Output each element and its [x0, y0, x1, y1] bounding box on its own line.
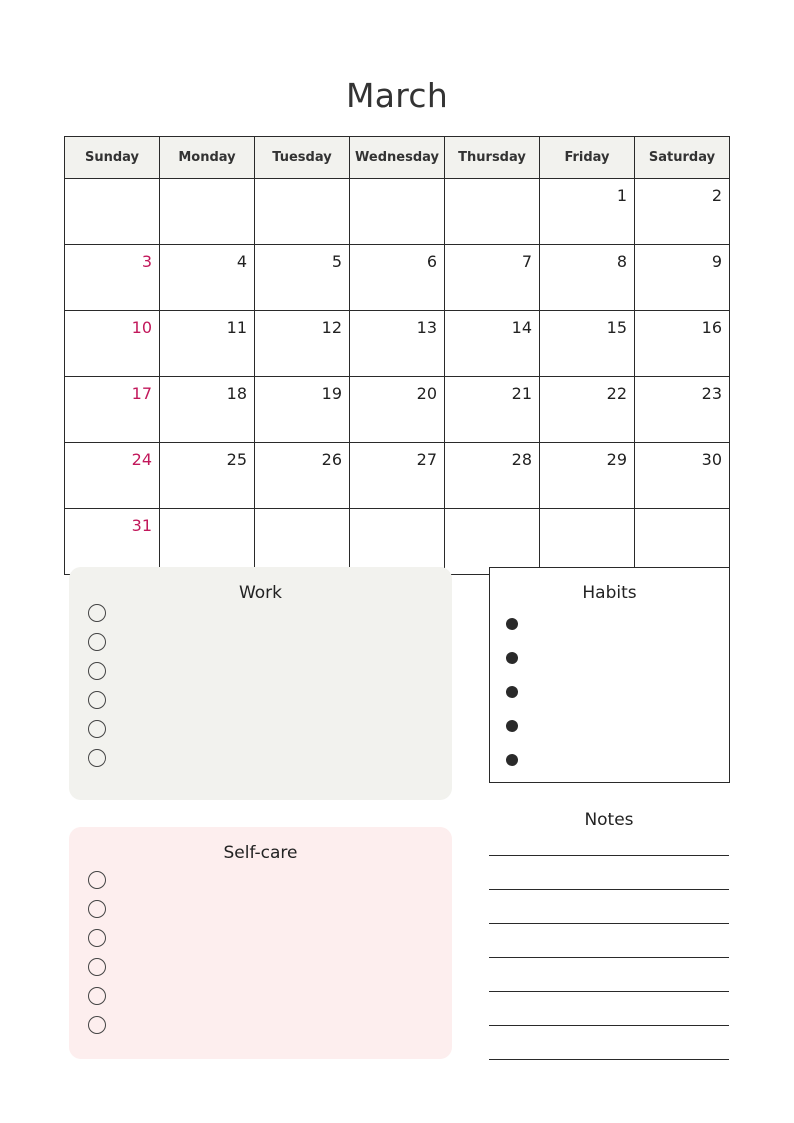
weekday-header-row — [65, 137, 730, 179]
week-row — [65, 311, 730, 377]
weekday-monday: Monday — [160, 137, 255, 179]
selfcare-checklist — [88, 871, 106, 1045]
note-line[interactable] — [489, 1059, 729, 1060]
work-checklist — [88, 604, 106, 778]
day-cell[interactable] — [255, 179, 350, 245]
calendar-grid — [64, 136, 730, 575]
checkbox-circle-icon[interactable] — [88, 871, 106, 889]
weekday-wednesday: Wednesday — [350, 137, 445, 179]
day-cell[interactable]: 8 — [540, 245, 635, 311]
weekday-tuesday: Tuesday — [255, 137, 350, 179]
day-cell[interactable]: 5 — [255, 245, 350, 311]
note-line[interactable] — [489, 1025, 729, 1026]
day-cell[interactable] — [445, 509, 540, 575]
week-row — [65, 179, 730, 245]
checkbox-circle-icon[interactable] — [88, 929, 106, 947]
week-row — [65, 377, 730, 443]
day-cell[interactable]: 10 — [65, 311, 160, 377]
checkbox-circle-icon[interactable] — [88, 604, 106, 622]
day-cell[interactable]: 6 — [350, 245, 445, 311]
day-cell[interactable]: 18 — [160, 377, 255, 443]
checkbox-circle-icon[interactable] — [88, 749, 106, 767]
habits-list — [506, 618, 518, 788]
bullet-dot-icon — [506, 618, 518, 630]
weekday-saturday: Saturday — [635, 137, 730, 179]
habits-section — [489, 567, 730, 783]
day-cell[interactable] — [635, 509, 730, 575]
day-cell[interactable]: 24 — [65, 443, 160, 509]
day-cell[interactable]: 7 — [445, 245, 540, 311]
weekday-friday: Friday — [540, 137, 635, 179]
day-cell[interactable]: 23 — [635, 377, 730, 443]
day-cell[interactable]: 17 — [65, 377, 160, 443]
selfcare-title: Self-care — [223, 843, 298, 863]
checkbox-circle-icon[interactable] — [88, 900, 106, 918]
weekday-thursday: Thursday — [445, 137, 540, 179]
day-cell[interactable]: 16 — [635, 311, 730, 377]
day-cell[interactable]: 27 — [350, 443, 445, 509]
day-cell[interactable]: 20 — [350, 377, 445, 443]
day-cell[interactable]: 31 — [65, 509, 160, 575]
day-cell[interactable]: 22 — [540, 377, 635, 443]
bullet-dot-icon — [506, 652, 518, 664]
habits-title: Habits — [582, 583, 637, 603]
day-cell[interactable]: 15 — [540, 311, 635, 377]
checkbox-circle-icon[interactable] — [88, 958, 106, 976]
checkbox-circle-icon[interactable] — [88, 987, 106, 1005]
day-cell[interactable]: 2 — [635, 179, 730, 245]
checkbox-circle-icon[interactable] — [88, 1016, 106, 1034]
day-cell[interactable]: 4 — [160, 245, 255, 311]
day-cell[interactable]: 13 — [350, 311, 445, 377]
day-cell[interactable]: 12 — [255, 311, 350, 377]
day-cell[interactable] — [255, 509, 350, 575]
day-cell[interactable] — [445, 179, 540, 245]
day-cell[interactable]: 9 — [635, 245, 730, 311]
day-cell[interactable]: 11 — [160, 311, 255, 377]
bullet-dot-icon — [506, 686, 518, 698]
day-cell[interactable]: 30 — [635, 443, 730, 509]
note-line[interactable] — [489, 889, 729, 890]
day-cell[interactable]: 28 — [445, 443, 540, 509]
selfcare-section — [69, 827, 452, 1059]
work-section — [69, 567, 452, 800]
week-row — [65, 443, 730, 509]
week-row — [65, 509, 730, 575]
note-line[interactable] — [489, 855, 729, 856]
day-cell[interactable]: 14 — [445, 311, 540, 377]
day-cell[interactable]: 3 — [65, 245, 160, 311]
day-cell[interactable]: 1 — [540, 179, 635, 245]
work-title: Work — [238, 583, 283, 603]
day-cell[interactable]: 25 — [160, 443, 255, 509]
checkbox-circle-icon[interactable] — [88, 691, 106, 709]
note-line[interactable] — [489, 991, 729, 992]
day-cell[interactable]: 21 — [445, 377, 540, 443]
bullet-dot-icon — [506, 720, 518, 732]
day-cell[interactable] — [65, 179, 160, 245]
day-cell[interactable] — [160, 509, 255, 575]
day-cell[interactable]: 29 — [540, 443, 635, 509]
checkbox-circle-icon[interactable] — [88, 633, 106, 651]
note-line[interactable] — [489, 923, 729, 924]
day-cell[interactable] — [160, 179, 255, 245]
day-cell[interactable] — [350, 509, 445, 575]
notes-lines — [489, 855, 729, 1093]
day-cell[interactable]: 26 — [255, 443, 350, 509]
day-cell[interactable] — [540, 509, 635, 575]
month-title: March — [345, 76, 449, 115]
bullet-dot-icon — [506, 754, 518, 766]
notes-title: Notes — [584, 810, 634, 830]
week-row — [65, 245, 730, 311]
checkbox-circle-icon[interactable] — [88, 662, 106, 680]
day-cell[interactable]: 19 — [255, 377, 350, 443]
checkbox-circle-icon[interactable] — [88, 720, 106, 738]
note-line[interactable] — [489, 957, 729, 958]
weekday-sunday: Sunday — [65, 137, 160, 179]
day-cell[interactable] — [350, 179, 445, 245]
